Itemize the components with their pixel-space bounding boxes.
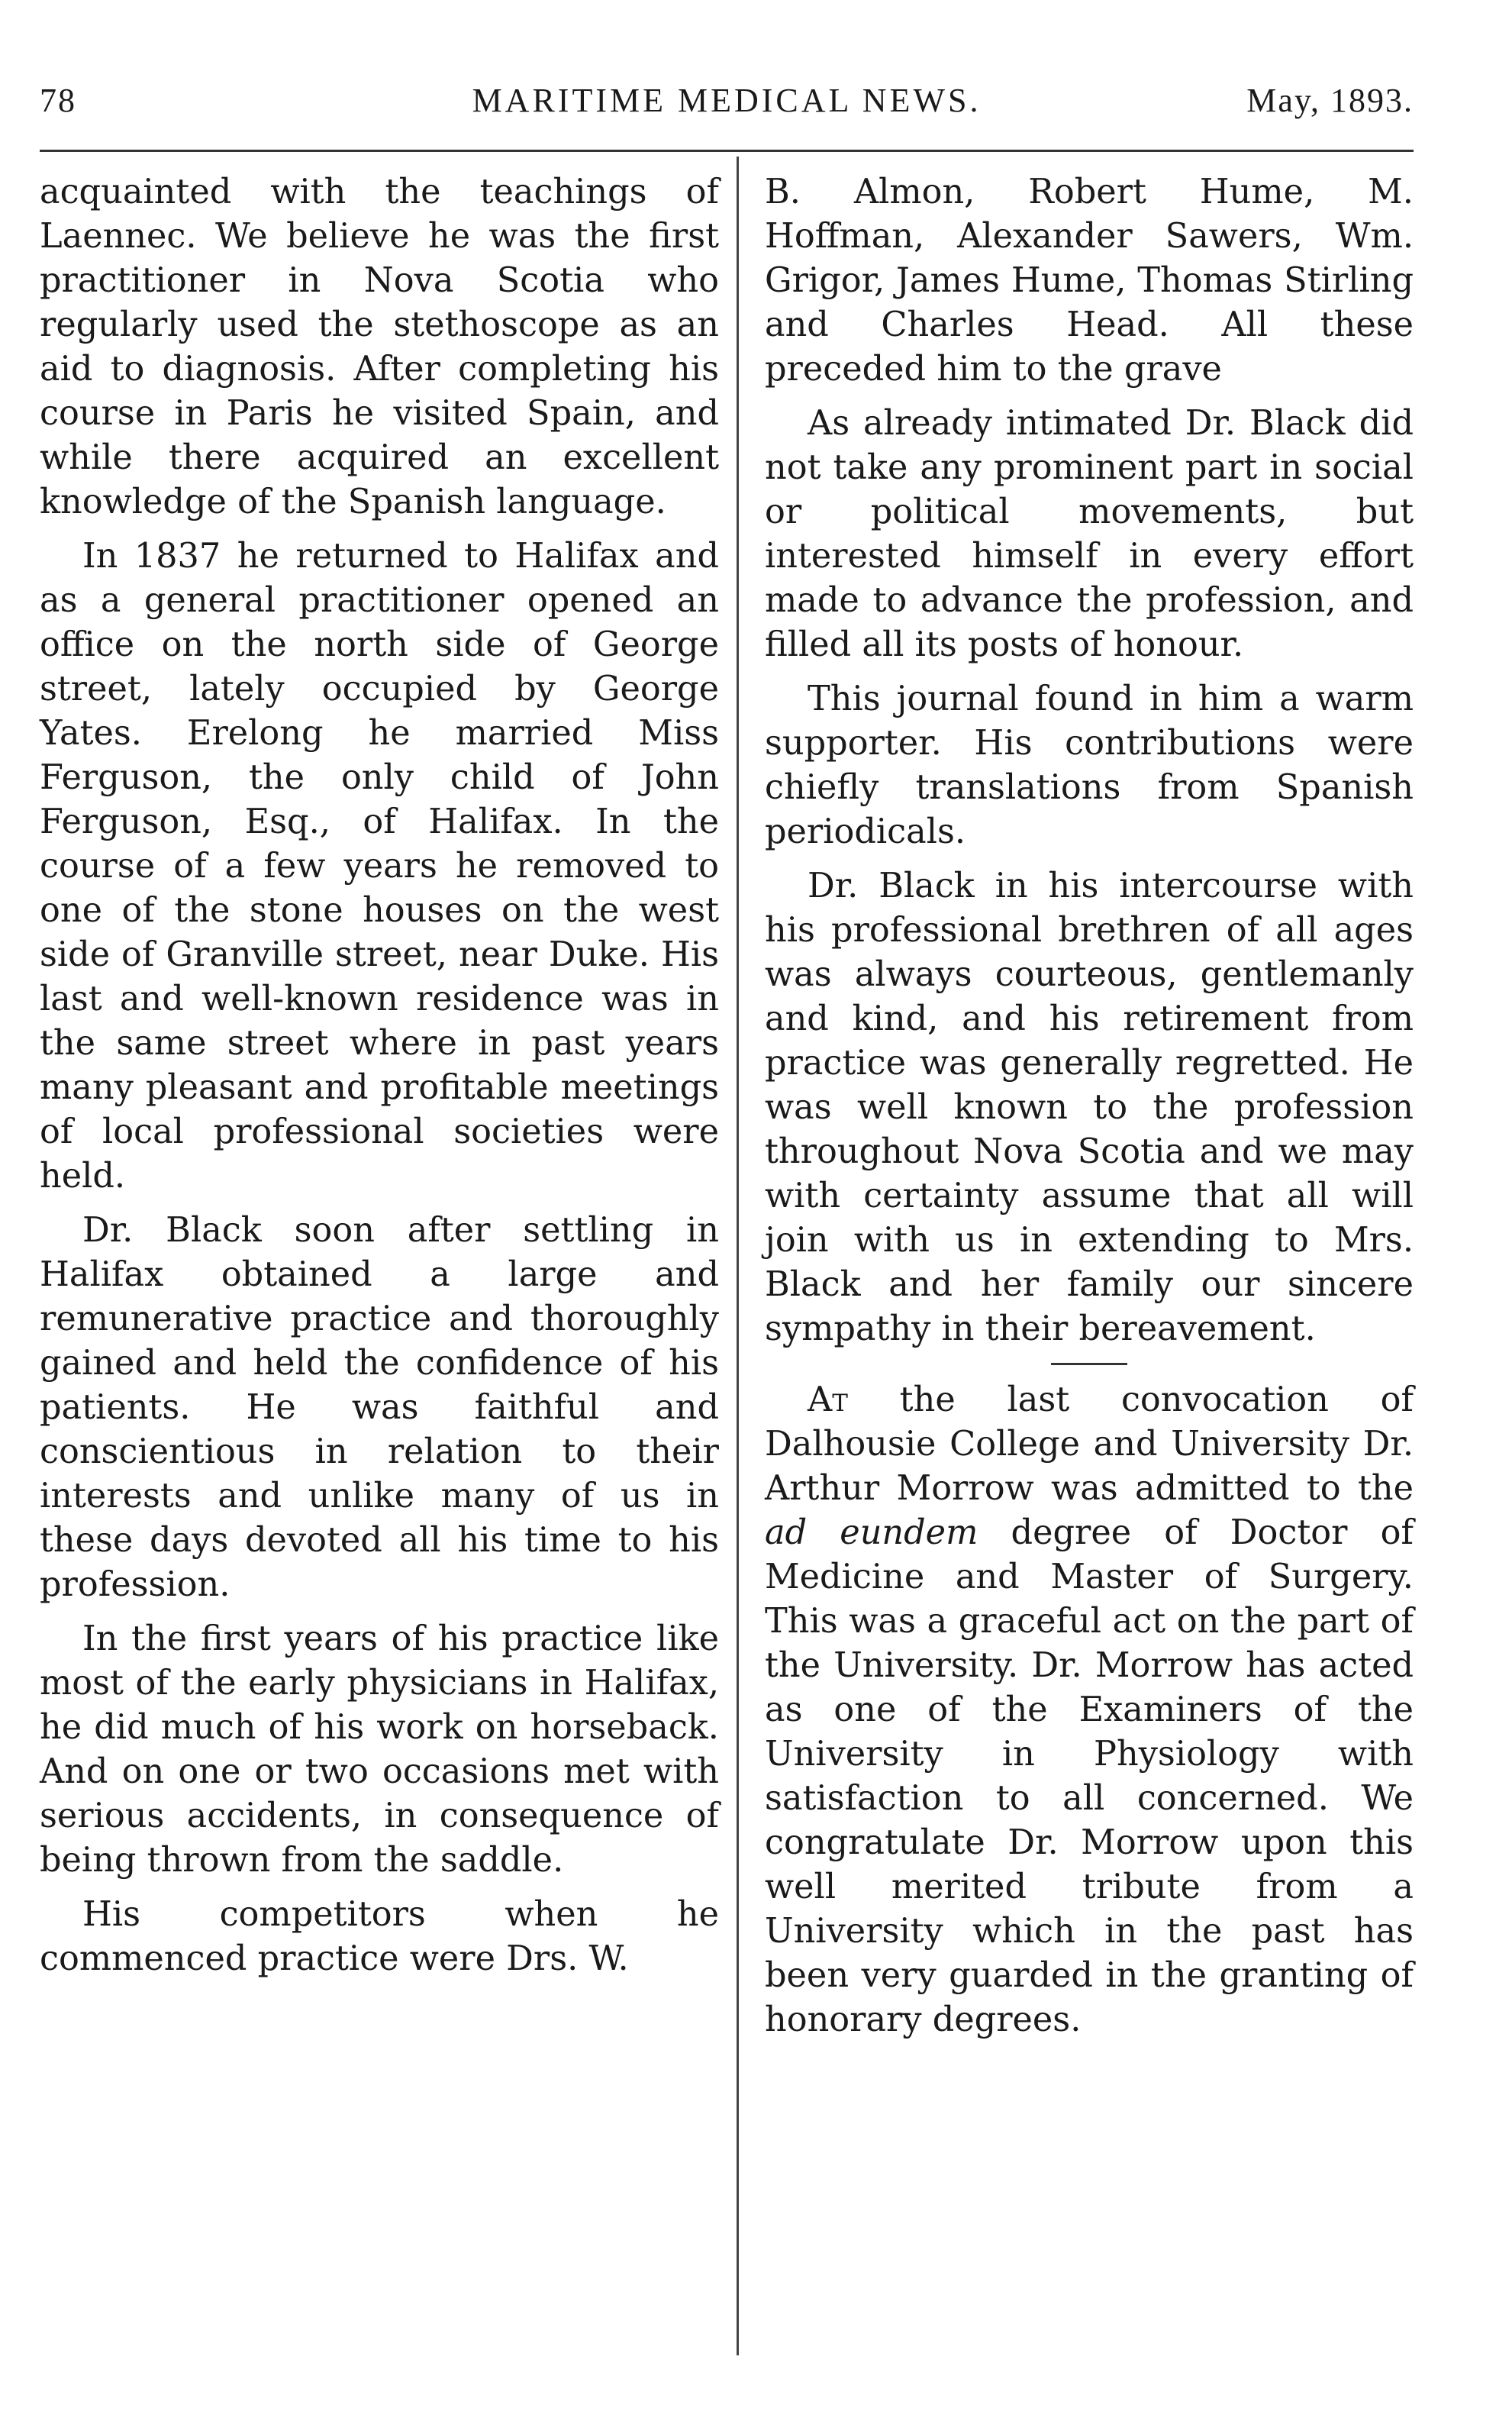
section-separator [1051, 1363, 1127, 1365]
right-column [765, 169, 1414, 2052]
page-number: 78 [40, 82, 76, 119]
paragraph: acquainted with the teachings of Laennec. We believe he was the first practitioner in Nova Scotia who regularly used the stethoscope as an aid to diagnosis. After completing his course in Paris he visited Spain, and while there acquired an excellent knowledge of the Spanish language. [40, 172, 719, 521]
issue-date: May, 1893. [1246, 82, 1414, 119]
convocation-notice [765, 1377, 1414, 2042]
paragraph: This journal found in him a warm supporter. His contributions were chiefly translations from Spanish periodicals. [765, 679, 1414, 851]
column-divider [737, 157, 739, 2355]
left-column [40, 169, 719, 1990]
paragraph: In 1837 he returned to Halifax and as a general practitioner opened an office on the north side of George street, lately occupied by George Yates. Erelong he married Miss Ferguson, the only child of John Ferguson, Esq., of Halifax. In the course of a few years he removed to one of the stone houses on the west side of Granville street, near Duke. His last and well-known residence was in the same street where in past years many pleasant and profitable meetings of local professional societies were held. [40, 536, 719, 1196]
page-header [40, 73, 1414, 127]
notice-italic-term: ad eundem [765, 1512, 978, 1552]
header-rule [40, 150, 1414, 152]
journal-title: MARITIME MEDICAL NEWS. [472, 82, 982, 119]
notice-text-2: degree of Doctor of Medicine and Master of Surgery. This was a graceful act on the part of the University. Dr. Morrow has acted as one of the Examiners of the University in Physiology with satisfaction to all concerned. We congratulate Dr. Morrow upon this well merited tribute from a University which in the past has been very guarded in the granting of honorary degrees. [765, 1512, 1414, 2039]
paragraph: Dr. Black in his intercourse with his professional brethren of all ages was always courteous, gentlemanly and kind, and his retirement from practice was generally regretted. He was well known to the profession throughout Nova Scotia and we may with certainty assume that all will join with us in extending to Mrs. Black and her family our sincere sympathy in their bereavement. [765, 866, 1414, 1348]
paragraph: In the first years of his practice like most of the early physicians in Halifax, he did much of his work on horseback. And on one or two occasions met with serious accidents, in consequence of being thrown from the saddle. [40, 1619, 719, 1880]
notice-text-1: the last convocation of Dalhousie College and University Dr. Arthur Morrow was admitted to the [765, 1380, 1414, 1508]
notice-lead: At [808, 1380, 848, 1419]
paragraph: Dr. Black soon after settling in Halifax obtained a large and remunerative practice and thoroughly gained and held the confidence of his patients. He was faithful and conscientious in relation to their interests and unlike many of us in these days devoted all his time to his profession. [40, 1210, 719, 1604]
paragraph: His competitors when he commenced practice were Drs. W. [40, 1894, 719, 1978]
paragraph: B. Almon, Robert Hume, M. Hoffman, Alexander Sawers, Wm. Grigor, James Hume, Thomas Stirling and Charles Head. All these preceded him to the grave [765, 172, 1414, 389]
paragraph: As already intimated Dr. Black did not take any prominent part in social or political movements, but interested himself in every effort made to advance the profession, and filled all its posts of honour. [765, 403, 1414, 664]
